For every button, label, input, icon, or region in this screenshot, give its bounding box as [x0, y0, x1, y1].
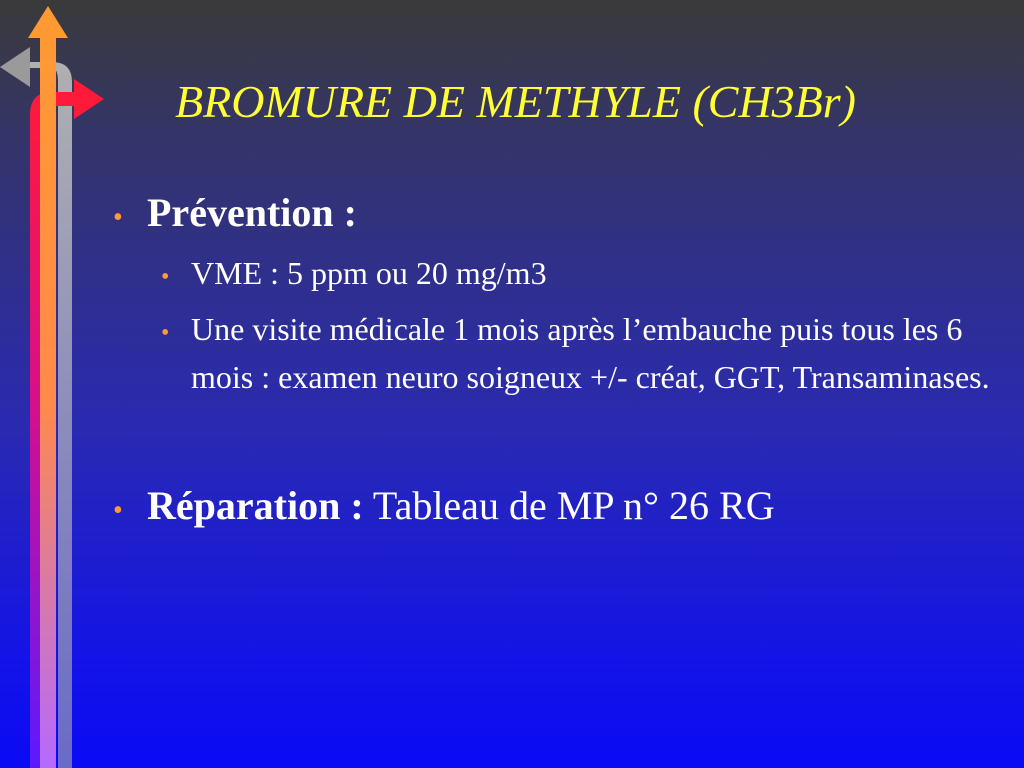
bullet-label: Réparation : — [147, 483, 364, 528]
bullet-item-reparation — [105, 481, 1010, 536]
bullet-text: Tableau de MP n° 26 RG — [372, 483, 775, 528]
bullet-label: Prévention : — [147, 190, 357, 235]
decorative-arrows — [0, 0, 110, 768]
sub-bullet-item-visite — [155, 305, 1010, 401]
bullet-list — [105, 188, 1010, 536]
slide-title: BROMURE DE METHYLE (CH3Br) — [175, 76, 856, 127]
sub-bullet-text: VME : 5 ppm ou 20 mg/m3 — [191, 255, 547, 291]
bullet-marker: • — [113, 202, 123, 233]
sub-bullet-list — [105, 249, 1010, 401]
sub-bullet-marker: • — [161, 264, 170, 290]
bullet-item-prevention — [105, 188, 1010, 243]
spacer — [105, 401, 1010, 481]
sub-bullet-item-vme — [155, 249, 1010, 301]
bullet-marker: • — [113, 495, 123, 526]
sub-bullet-marker: • — [161, 320, 170, 346]
sub-bullet-text: Une visite médicale 1 mois après l’embauche puis tous les 6 mois : examen neuro soigneux +/- créat, GGT, Transaminases. — [191, 311, 990, 395]
